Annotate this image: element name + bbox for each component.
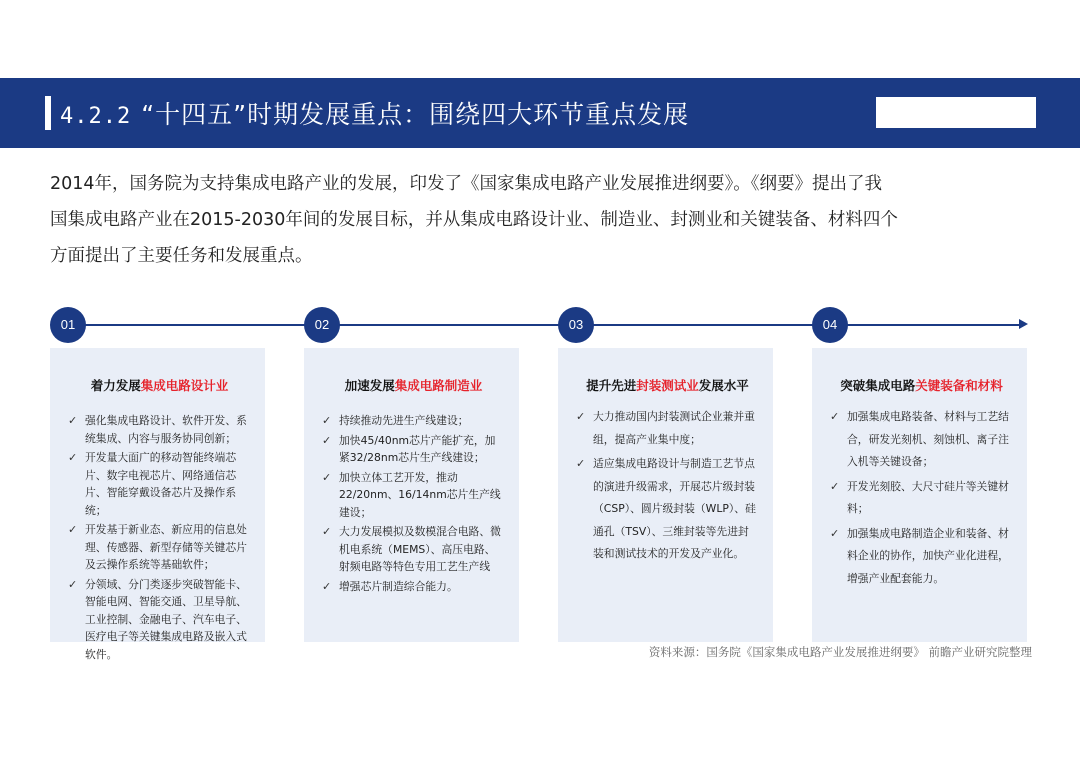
step-marker-03: 03 bbox=[558, 307, 594, 343]
card-title: 着力发展集成电路设计业 bbox=[90, 378, 229, 393]
card-title: 加速发展集成电路制造业 bbox=[344, 378, 483, 393]
page-title bbox=[60, 96, 689, 134]
list-item: ✓ 加强集成电路制造企业和装备、材料企业的协作，加快产业化进程，增强产业配套能力。 bbox=[830, 523, 1013, 591]
check-icon: ✓ bbox=[322, 525, 332, 538]
step-marker-04: 04 bbox=[812, 307, 848, 343]
check-icon: ✓ bbox=[576, 410, 586, 423]
check-icon: ✓ bbox=[322, 470, 332, 484]
intro-paragraph bbox=[50, 166, 1035, 274]
list-item: ✓ 适应集成电路设计与制造工艺节点的演进升级需求，开展芯片级封装（CSP）、圆片级封装（WLP）、硅通孔（TSV）、三维封装等先进封装和测试技术的开发及产业化。 bbox=[576, 453, 759, 566]
check-icon: ✓ bbox=[830, 410, 840, 423]
header-accent-bar bbox=[45, 96, 51, 130]
step-marker-02: 02 bbox=[304, 307, 340, 343]
timeline-arrow-icon bbox=[1019, 319, 1028, 329]
list-item: ✓ 分领域、分门类逐步突破智能卡、智能电网、智能交通、卫星导航、工业控制、金融电子、汽车电子、医疗电子等关键集成电路及嵌入式软件。 bbox=[68, 577, 247, 661]
card-manufacturing bbox=[304, 348, 519, 642]
card-title: 突破集成电路关键装备和材料 bbox=[840, 378, 1003, 393]
intro-line: 国集成电路产业在2015-2030年间的发展目标，并从集成电路设计业、制造业、封测业和关键装备、材料四个 bbox=[50, 210, 898, 230]
check-icon: ✓ bbox=[322, 433, 332, 447]
list-item: ✓ 加强集成电路装备、材料与工艺结合，研发光刻机、刻蚀机、离子注入机等关键设备； bbox=[830, 406, 1013, 474]
check-icon: ✓ bbox=[830, 479, 840, 493]
list-item: ✓ 持续推动先进生产线建设； bbox=[322, 412, 505, 430]
section-title: “十四五”时期发展重点：围绕四大环节重点发展 bbox=[141, 100, 690, 129]
header-blank-box bbox=[876, 97, 1036, 128]
check-icon: ✓ bbox=[68, 451, 78, 464]
list-item: ✓ 强化集成电路设计、软件开发、系统集成、内容与服务协同创新； bbox=[68, 414, 247, 445]
list-item: ✓ 开发光刻胶、大尺寸硅片等关键材料； bbox=[830, 476, 1013, 521]
list-item: ✓ 开发量大面广的移动智能终端芯片、数字电视芯片、网络通信芯片、智能穿戴设备芯片及操作系统； bbox=[68, 451, 237, 517]
intro-line: 2014年，国务院为支持集成电路产业的发展，印发了《国家集成电路产业发展推进纲要》。《纲要》提出了我 bbox=[50, 174, 883, 194]
card-design bbox=[50, 348, 265, 661]
card-title: 提升先进封装测试业发展水平 bbox=[586, 378, 749, 393]
card-list bbox=[830, 406, 1013, 590]
check-icon: ✓ bbox=[576, 457, 586, 470]
list-item: ✓ 大力发展模拟及数模混合电路、微机电系统（MEMS）、高压电路、射频电路等特色专用工艺生产线 bbox=[322, 525, 501, 573]
card-list bbox=[68, 412, 251, 663]
list-item: ✓ 加快立体工艺开发，推动22/20nm、16/14nm芯片生产线建设； bbox=[322, 470, 501, 519]
list-item: ✓ 加快45/40nm芯片产能扩充，加紧32/28nm芯片生产线建设； bbox=[322, 433, 496, 464]
card-list bbox=[576, 406, 759, 566]
card-equipment-materials bbox=[812, 348, 1027, 642]
check-icon: ✓ bbox=[322, 579, 332, 593]
check-icon: ✓ bbox=[830, 526, 840, 540]
check-icon: ✓ bbox=[322, 414, 332, 427]
check-icon: ✓ bbox=[68, 577, 78, 591]
section-number: 4.2.2 bbox=[60, 104, 132, 129]
card-packaging-testing bbox=[558, 348, 773, 642]
intro-line: 方面提出了主要任务和发展重点。 bbox=[50, 246, 313, 266]
list-item: ✓ 增强芯片制造综合能力。 bbox=[322, 578, 505, 596]
list-item: ✓ 开发基于新业态、新应用的信息处理、传感器、新型存储等关键芯片及云操作系统等基础软件； bbox=[68, 523, 247, 571]
step-marker-01: 01 bbox=[50, 307, 86, 343]
check-icon: ✓ bbox=[68, 523, 78, 536]
card-list bbox=[322, 412, 505, 595]
check-icon: ✓ bbox=[68, 414, 78, 427]
list-item: ✓ 大力推动国内封装测试企业兼并重组，提高产业集中度； bbox=[576, 406, 759, 451]
source-note: 资料来源：国务院《国家集成电路产业发展推进纲要》 前瞻产业研究院整理 bbox=[648, 645, 1032, 659]
timeline-line bbox=[68, 324, 1022, 326]
